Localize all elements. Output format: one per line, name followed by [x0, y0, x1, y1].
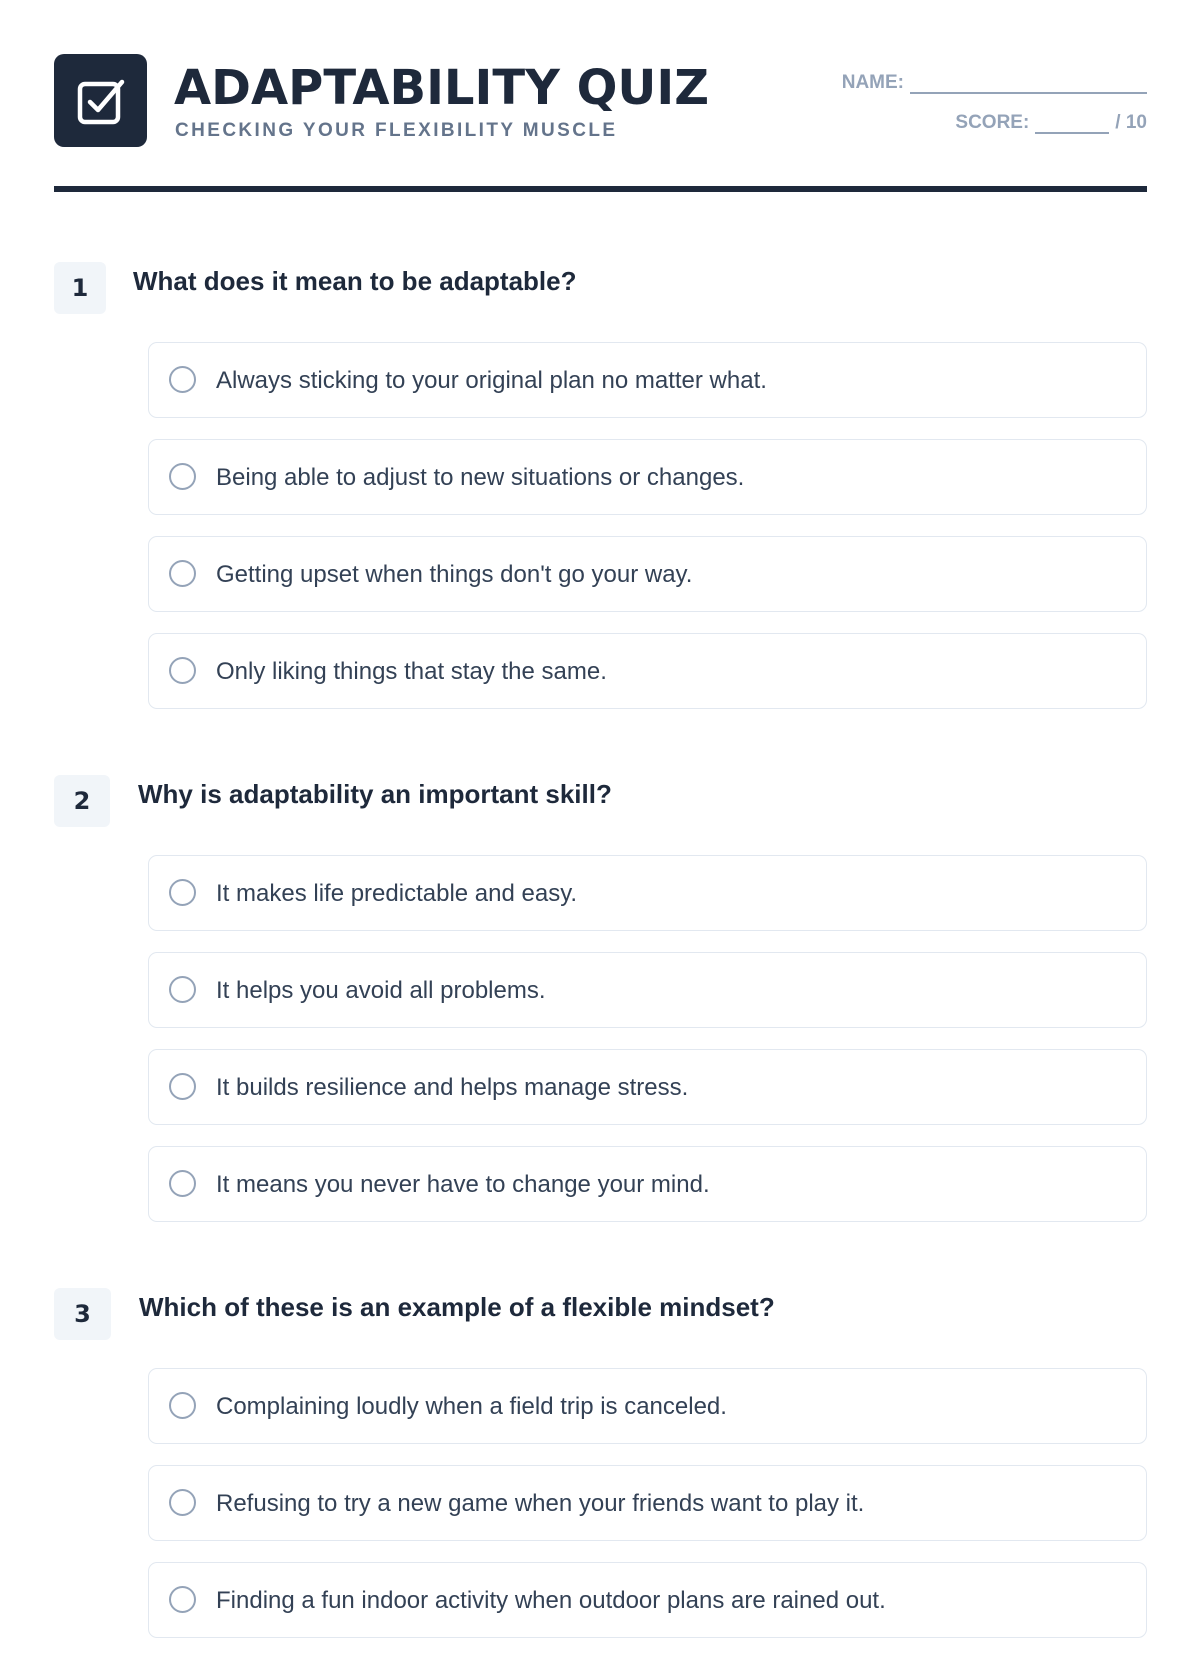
question-number-badge: 1 — [54, 262, 106, 314]
page-subtitle: CHECKING YOUR FLEXIBILITY MUSCLE — [175, 120, 618, 141]
score-field[interactable] — [1035, 114, 1109, 134]
answer-option[interactable] — [148, 855, 1147, 931]
name-label: NAME: — [841, 72, 904, 93]
answer-option[interactable] — [148, 342, 1147, 418]
radio-button[interactable] — [169, 366, 196, 393]
radio-button[interactable] — [169, 463, 196, 490]
answer-option[interactable] — [148, 1368, 1147, 1444]
score-row — [842, 108, 1147, 134]
question-text: Why is adaptability an important skill? — [138, 779, 612, 809]
answer-option[interactable] — [148, 1049, 1147, 1125]
answer-option-text: It means you never have to change your mind. — [216, 1171, 710, 1198]
name-row — [842, 68, 1147, 94]
answer-options — [148, 1368, 1147, 1659]
answer-option-text: Only liking things that stay the same. — [216, 658, 607, 685]
answer-option[interactable] — [148, 633, 1147, 709]
answer-option[interactable] — [148, 536, 1147, 612]
radio-button[interactable] — [169, 560, 196, 587]
answer-option-text: It makes life predictable and easy. — [216, 880, 578, 907]
answer-option-text: Always sticking to your original plan no matter what. — [216, 367, 767, 394]
score-total: / 10 — [1115, 112, 1147, 133]
question-number-badge: 3 — [54, 1288, 111, 1340]
answer-option-text: Being able to adjust to new situations or changes. — [216, 464, 745, 491]
radio-button[interactable] — [169, 1170, 196, 1197]
logo — [54, 54, 147, 147]
header-divider — [54, 186, 1147, 192]
quiz-header — [54, 54, 1147, 154]
radio-button[interactable] — [169, 1073, 196, 1100]
checkbox-icon — [76, 76, 126, 126]
student-info — [842, 68, 1147, 134]
answer-option[interactable] — [148, 439, 1147, 515]
answer-option-text: Refusing to try a new game when your friends want to play it. — [216, 1490, 865, 1517]
radio-button[interactable] — [169, 657, 196, 684]
answer-options — [148, 855, 1147, 1243]
score-label: SCORE: — [955, 112, 1030, 133]
radio-button[interactable] — [169, 1489, 196, 1516]
answer-option[interactable] — [148, 1146, 1147, 1222]
question-text: What does it mean to be adaptable? — [133, 266, 577, 296]
answer-option[interactable] — [148, 1562, 1147, 1638]
answer-option[interactable] — [148, 1465, 1147, 1541]
answer-options — [148, 342, 1147, 730]
answer-option-text: Complaining loudly when a field trip is canceled. — [216, 1393, 727, 1420]
answer-option-text: It helps you avoid all problems. — [216, 977, 546, 1004]
question-number-badge: 2 — [54, 775, 110, 827]
answer-option-text: Getting upset when things don't go your way. — [216, 561, 693, 588]
answer-option[interactable] — [148, 952, 1147, 1028]
answer-option-text: Finding a fun indoor activity when outdoor plans are rained out. — [216, 1587, 886, 1614]
name-field[interactable] — [910, 74, 1147, 94]
radio-button[interactable] — [169, 976, 196, 1003]
answer-option-text: It builds resilience and helps manage stress. — [216, 1074, 689, 1101]
page-title: ADAPTABILITY QUIZ — [174, 60, 710, 116]
radio-button[interactable] — [169, 879, 196, 906]
question-text: Which of these is an example of a flexible mindset? — [139, 1292, 775, 1322]
radio-button[interactable] — [169, 1392, 196, 1419]
